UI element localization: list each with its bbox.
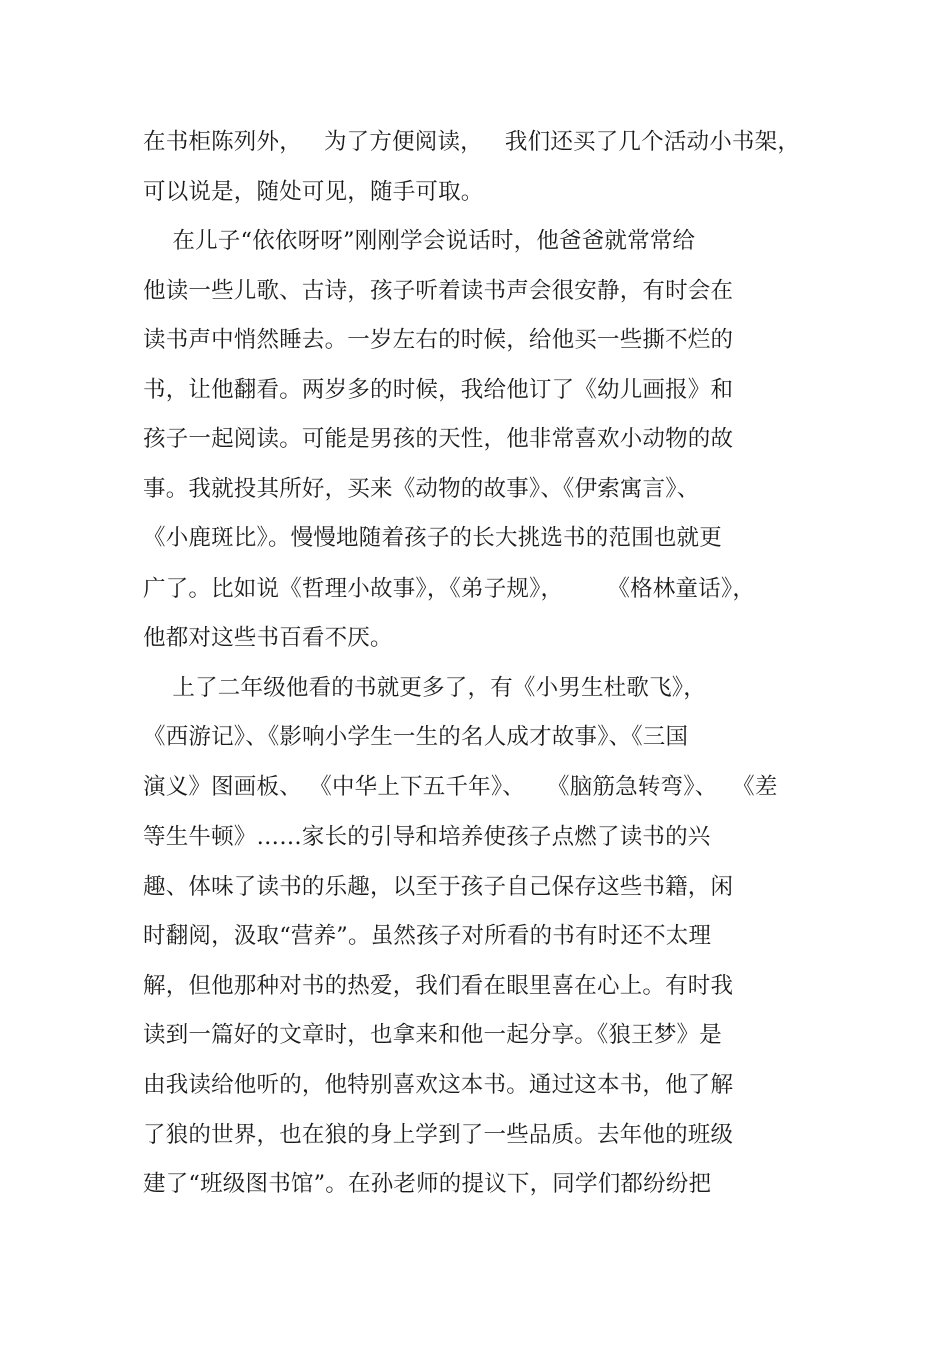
text-line: 读到一篇好的文章时，也拿来和他一起分享。《狼王梦》是 [143,1022,722,1048]
text-line: 建了“班级图书馆”。在孙老师的提议下，同学们都纷纷把 [143,1171,712,1197]
text-line: 他都对这些书百看不厌。 [143,625,393,651]
text-line: 在书柜陈列外， 为了方便阅读， 我们还买了几个活动小书架， [143,129,801,155]
text-line: 解，但他那种对书的热爱，我们看在眼里喜在心上。有时我 [143,973,734,999]
text-line: 时翻阅，汲取“营养”。虽然孩子对所看的书有时还不太理 [143,923,712,949]
text-line: 书，让他翻看。两岁多的时候，我给他订了《幼儿画报》和 [143,377,734,403]
text-line: 趣、体味了读书的乐趣，以至于孩子自己保存这些书籍，闲 [143,874,734,900]
text-line: 他读一些儿歌、古诗，孩子听着读书声会很安静，有时会在 [143,278,734,304]
text-line: 可以说是，随处可见，随手可取。 [143,179,484,205]
text-line: 由我读给他听的，他特别喜欢这本书。通过这本书，他了解 [143,1072,734,1098]
text-line: 事。我就投其所好，买来《动物的故事》、《伊索寓言》、 [143,476,700,502]
paragraph-start-line: 在儿子“依依呀呀”刚刚学会说话时，他爸爸就常常给 [143,228,696,254]
text-line: 《小鹿斑比》。慢慢地随着孩子的长大挑选书的范围也就更 [143,525,722,551]
text-line: 广了。比如说《哲理小故事》，《弟子规》， 《格林童话》， [143,576,756,602]
text-line: 了狼的世界，也在狼的身上学到了一些品质。去年他的班级 [143,1122,734,1148]
text-line: 《西游记》、《影响小学生一生的名人成才故事》、《三国 [143,724,689,750]
text-line: 等生牛顿》……家长的引导和培养使孩子点燃了读书的兴 [143,824,711,850]
text-line: 读书声中悄然睡去。一岁左右的时候，给他买一些撕不烂的 [143,327,734,353]
text-line: 孩子一起阅读。可能是男孩的天性，他非常喜欢小动物的故 [143,426,734,452]
paragraph-start-line: 上了二年级他看的书就更多了，有《小男生杜歌飞》， [143,675,706,701]
text-line: 演义》图画板、 《中华上下五千年》、 《脑筋急转弯》、 《差 [143,774,778,800]
